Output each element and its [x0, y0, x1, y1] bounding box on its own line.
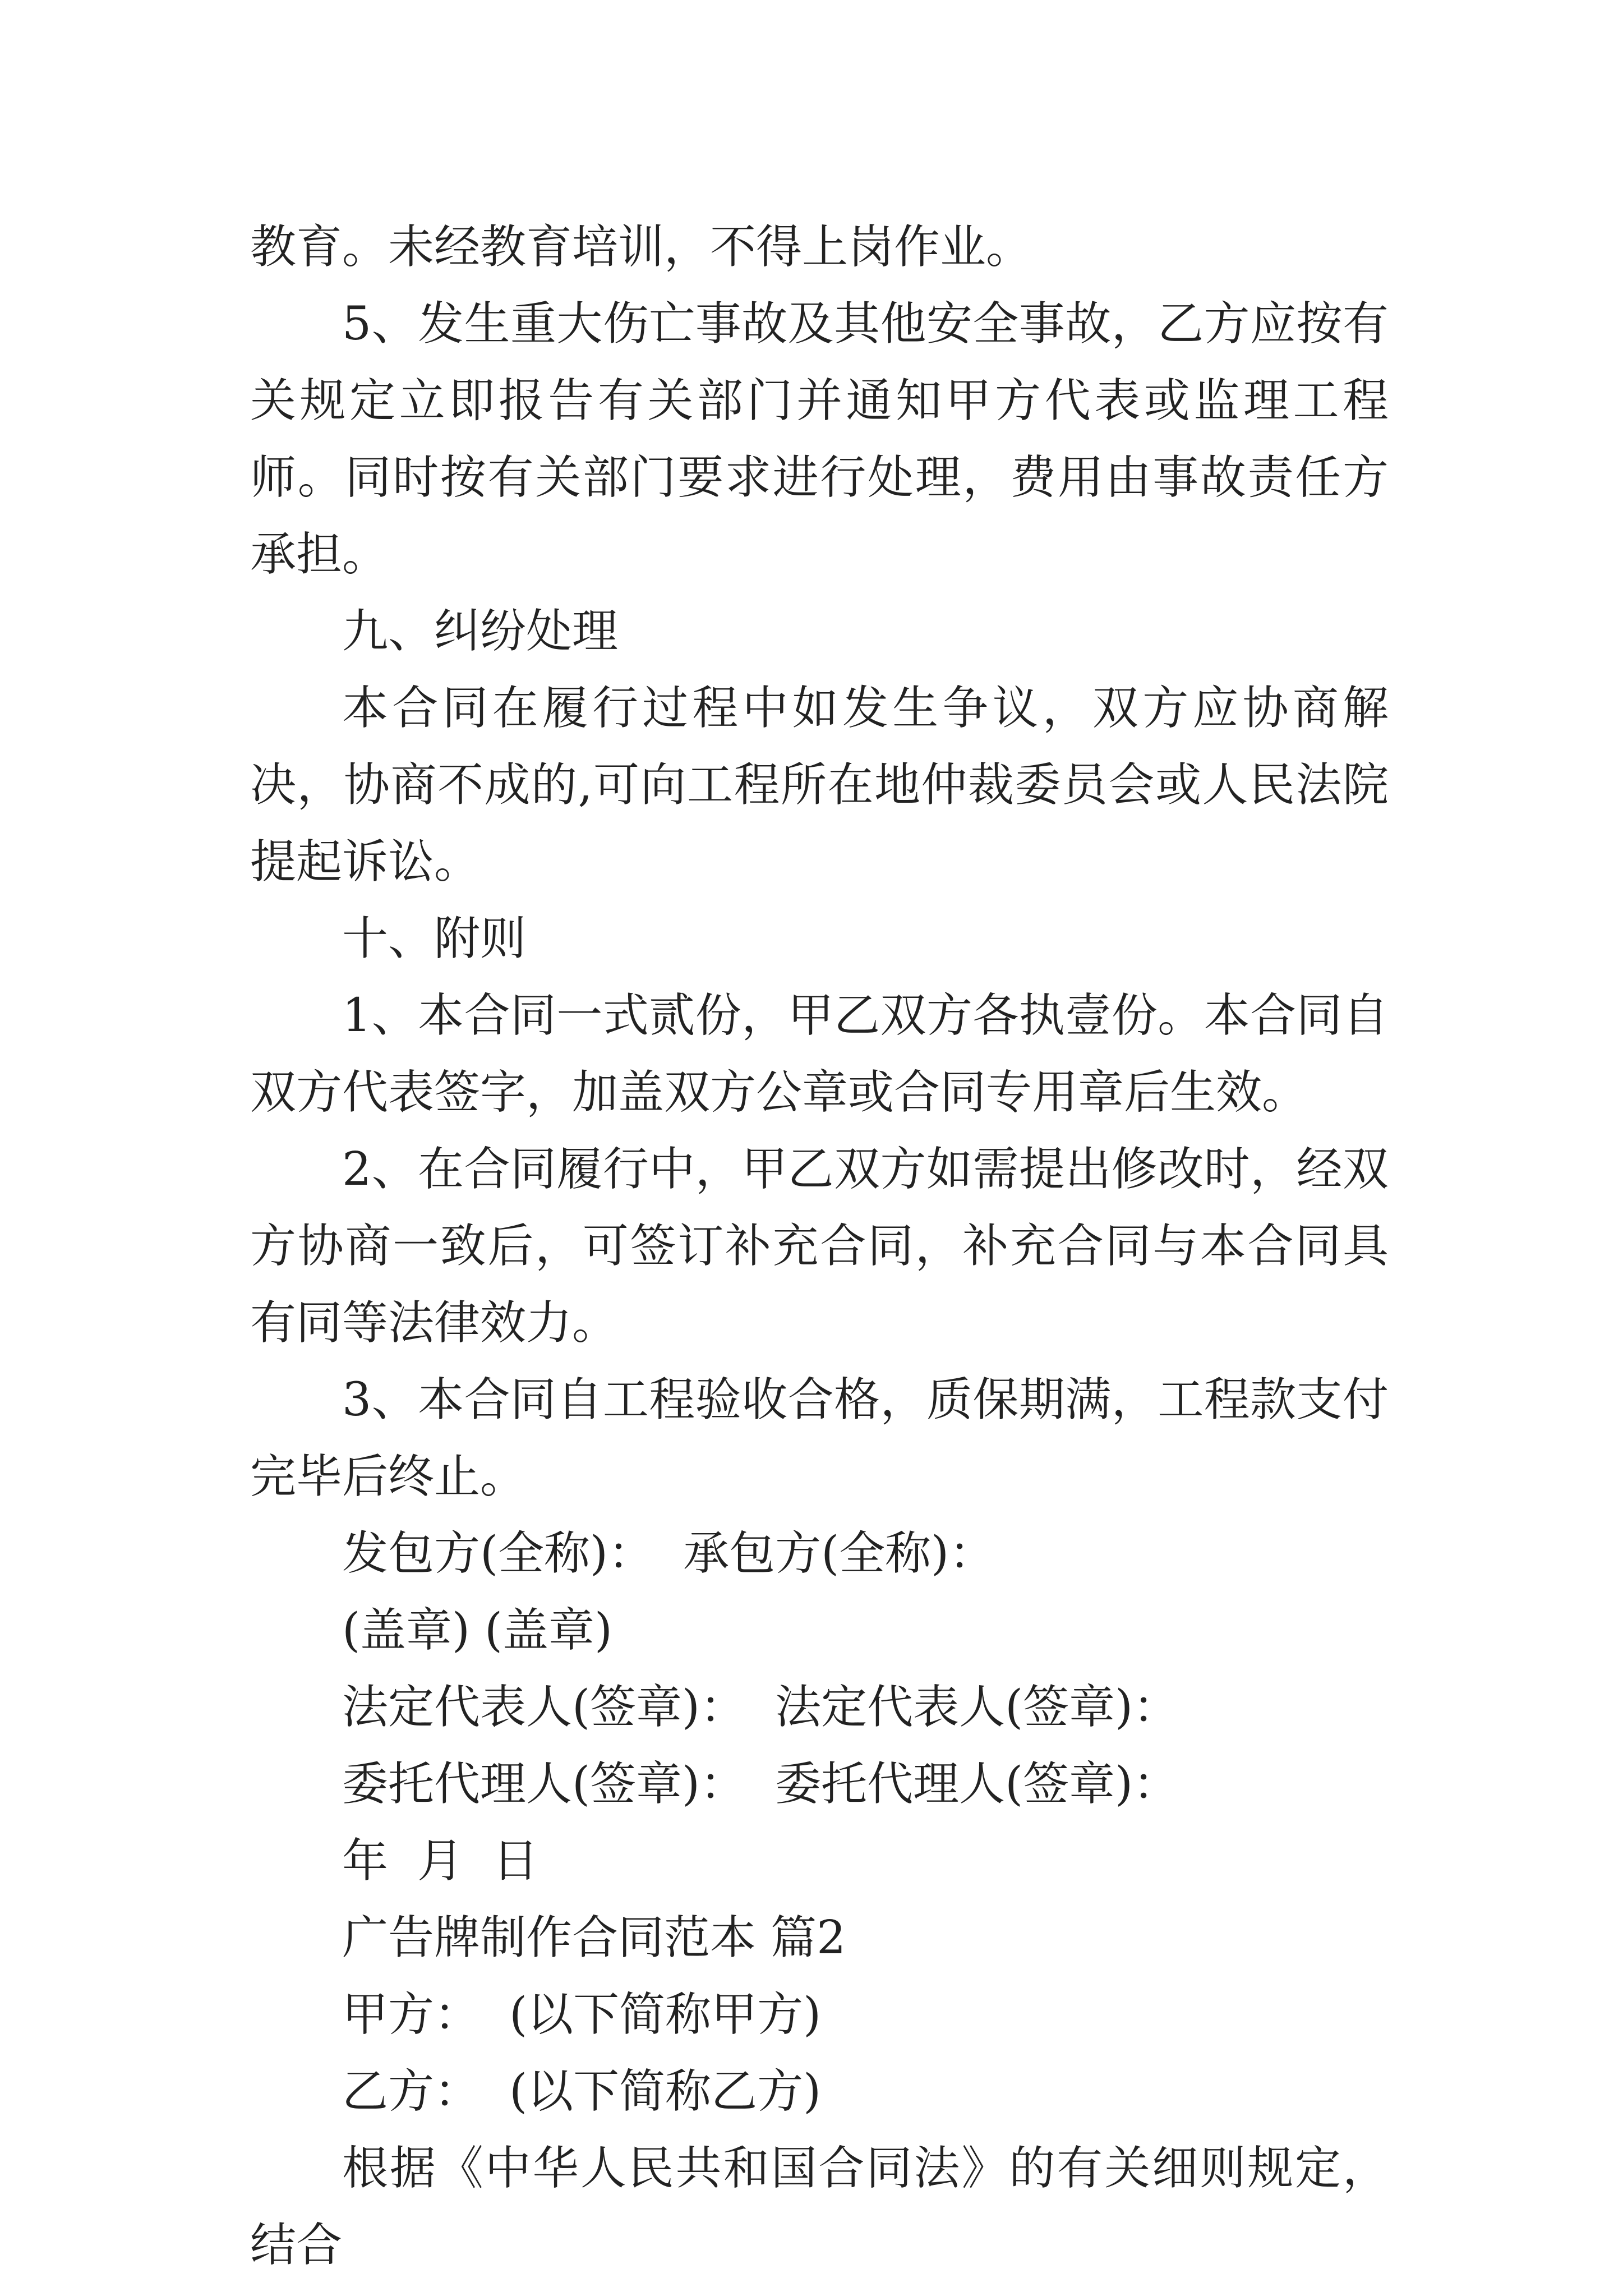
heading-supplementary-provisions: 十、附则	[342, 912, 527, 965]
signature-line-date: 年 月 日	[342, 1834, 539, 1888]
paragraph-education: 教育。未经教育培训，不得上岗作业。	[250, 220, 1032, 274]
party-b-line: 乙方： (以下简称乙方)	[342, 2065, 822, 2118]
paragraph-dispute: 本合同在履行过程中如发生争议，双方应协商解决，协商不成的,可向工程所在地仲裁委员会或人民法院提起诉讼。	[250, 682, 1389, 889]
paragraph-basis: 根据《中华人民共和国合同法》的有关细则规定，结合	[250, 2142, 1389, 2272]
paragraph-amendment: 2、在合同履行中，甲乙双方如需提出修改时，经双方协商一致后，可签订补充合同，补充合同与本合同具有同等法律效力。	[250, 1143, 1389, 1350]
paragraph-termination: 3、本合同自工程验收合格，质保期满，工程款支付完毕后终止。	[250, 1373, 1389, 1503]
section2-title: 广告牌制作合同范本 篇2	[342, 1911, 846, 1964]
signature-line-agent: 委托代理人(签章)： 委托代理人(签章)：	[342, 1757, 1179, 1811]
signature-line-seal: (盖章) (盖章)	[342, 1604, 613, 1657]
paragraph-accident-report: 5、发生重大伤亡事故及其他安全事故，乙方应按有关规定立即报告有关部门并通知甲方代表或监理工程师。同时按有关部门要求进行处理，费用由事故责任方承担。	[250, 297, 1389, 581]
document-body	[250, 209, 1389, 2284]
party-a-line: 甲方： (以下简称甲方)	[342, 1988, 822, 2041]
signature-line-parties: 发包方(全称)： 承包方(全称)：	[342, 1527, 995, 1580]
signature-line-legal-rep: 法定代表人(签章)： 法定代表人(签章)：	[342, 1681, 1179, 1734]
paragraph-copies: 1、本合同一式贰份，甲乙双方各执壹份。本合同自双方代表签字，加盖双方公章或合同专用章后生效。	[250, 989, 1389, 1119]
heading-dispute-resolution: 九、纠纷处理	[342, 605, 619, 658]
